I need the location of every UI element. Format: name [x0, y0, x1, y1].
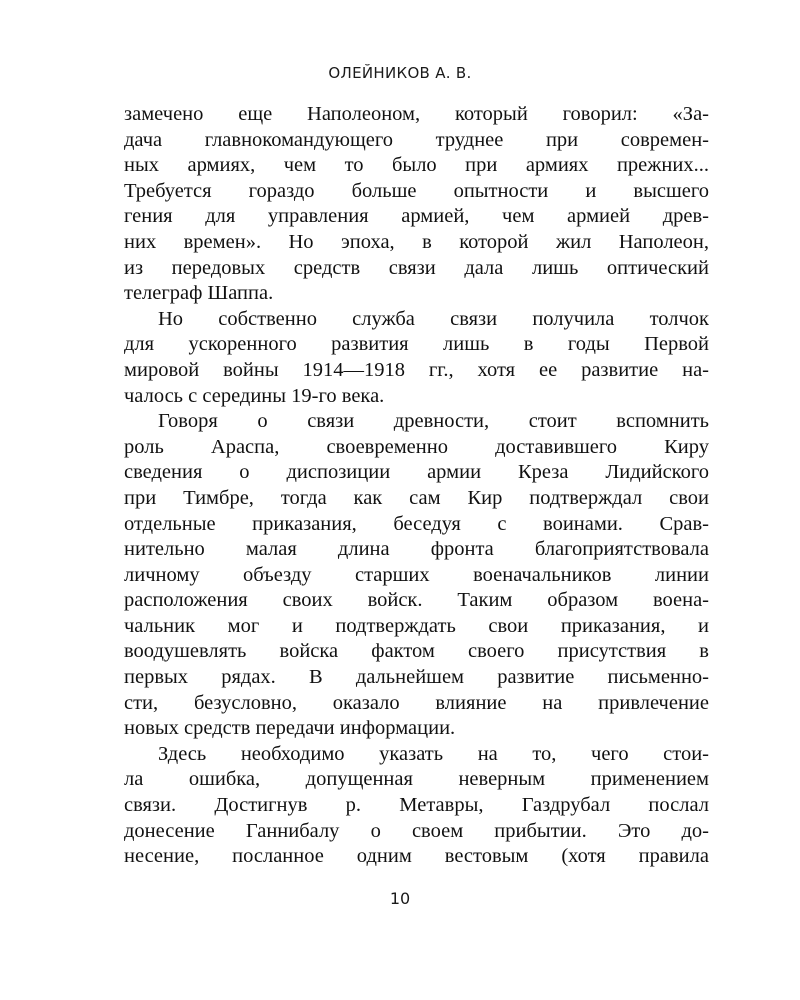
text-line: расположения своих войск. Таким образом воена- — [124, 589, 709, 612]
text-line: отдельные приказания, беседуя с воинами. Срав- — [124, 512, 709, 535]
text-line: гения для управления армией, чем армией древ- — [124, 205, 709, 228]
text-line: замечено еще Наполеоном, который говорил: «За- — [124, 103, 709, 125]
text-line: них времен». Но эпоха, в которой жил Наполеон, — [124, 230, 709, 253]
body-text — [124, 102, 709, 870]
page-number: 10 — [389, 889, 411, 908]
paragraph — [124, 742, 709, 870]
text-line: сведения о диспозиции армии Креза Лидийского — [124, 461, 709, 484]
paragraph — [124, 409, 709, 742]
text-line: воодушевлять войска фактом своего присутствия в — [124, 640, 709, 663]
text-line: ных армиях, чем то было при армиях прежних... — [124, 154, 709, 177]
text-line: несение, посланное одним вестовым (хотя правила — [124, 845, 709, 868]
text-line: роль Араспа, своевременно доставившего Киру — [124, 435, 709, 458]
text-line: телеграф Шаппа. — [124, 282, 274, 305]
text-line: мировой войны 1914—1918 гг., хотя ее развитие на- — [124, 358, 709, 381]
text-line: первых рядах. В дальнейшем развитие письменно- — [124, 666, 709, 689]
text-line: личному объезду старших военачальников линии — [124, 563, 709, 586]
text-line: из передовых средств связи дала лишь оптический — [124, 256, 709, 279]
text-line: чалось с середины 19-го века. — [124, 384, 385, 407]
text-line: донесение Ганнибалу о своем прибытии. Это до- — [124, 819, 709, 842]
paragraph — [124, 307, 709, 409]
text-line: нительно малая длина фронта благоприятствовала — [124, 538, 709, 561]
text-line: новых средств передачи информации. — [124, 717, 456, 740]
text-line: чальник мог и подтверждать свои приказания, и — [124, 614, 709, 637]
text-line: Требуется гораздо больше опытности и высшего — [124, 179, 709, 202]
text-line: дача главнокомандующего труднее при современ- — [124, 128, 709, 151]
paragraph — [124, 102, 709, 307]
text-line: Но собственно служба связи получила толчок — [158, 307, 709, 330]
text-line: ла ошибка, допущенная неверным применением — [124, 768, 709, 791]
text-line: связи. Достигнув р. Метавры, Газдрубал послал — [124, 794, 709, 817]
text-line: сти, безусловно, оказало влияние на привлечение — [124, 691, 709, 714]
text-line: при Тимбре, тогда как сам Кир подтверждал свои — [124, 486, 709, 509]
text-line: Говоря о связи древности, стоит вспомнить — [158, 410, 709, 433]
running-head: ОЛЕЙНИКОВ А. В. — [328, 64, 472, 82]
text-line: для ускоренного развития лишь в годы Первой — [124, 333, 709, 356]
text-line: Здесь необходимо указать на то, чего стои- — [158, 742, 709, 765]
